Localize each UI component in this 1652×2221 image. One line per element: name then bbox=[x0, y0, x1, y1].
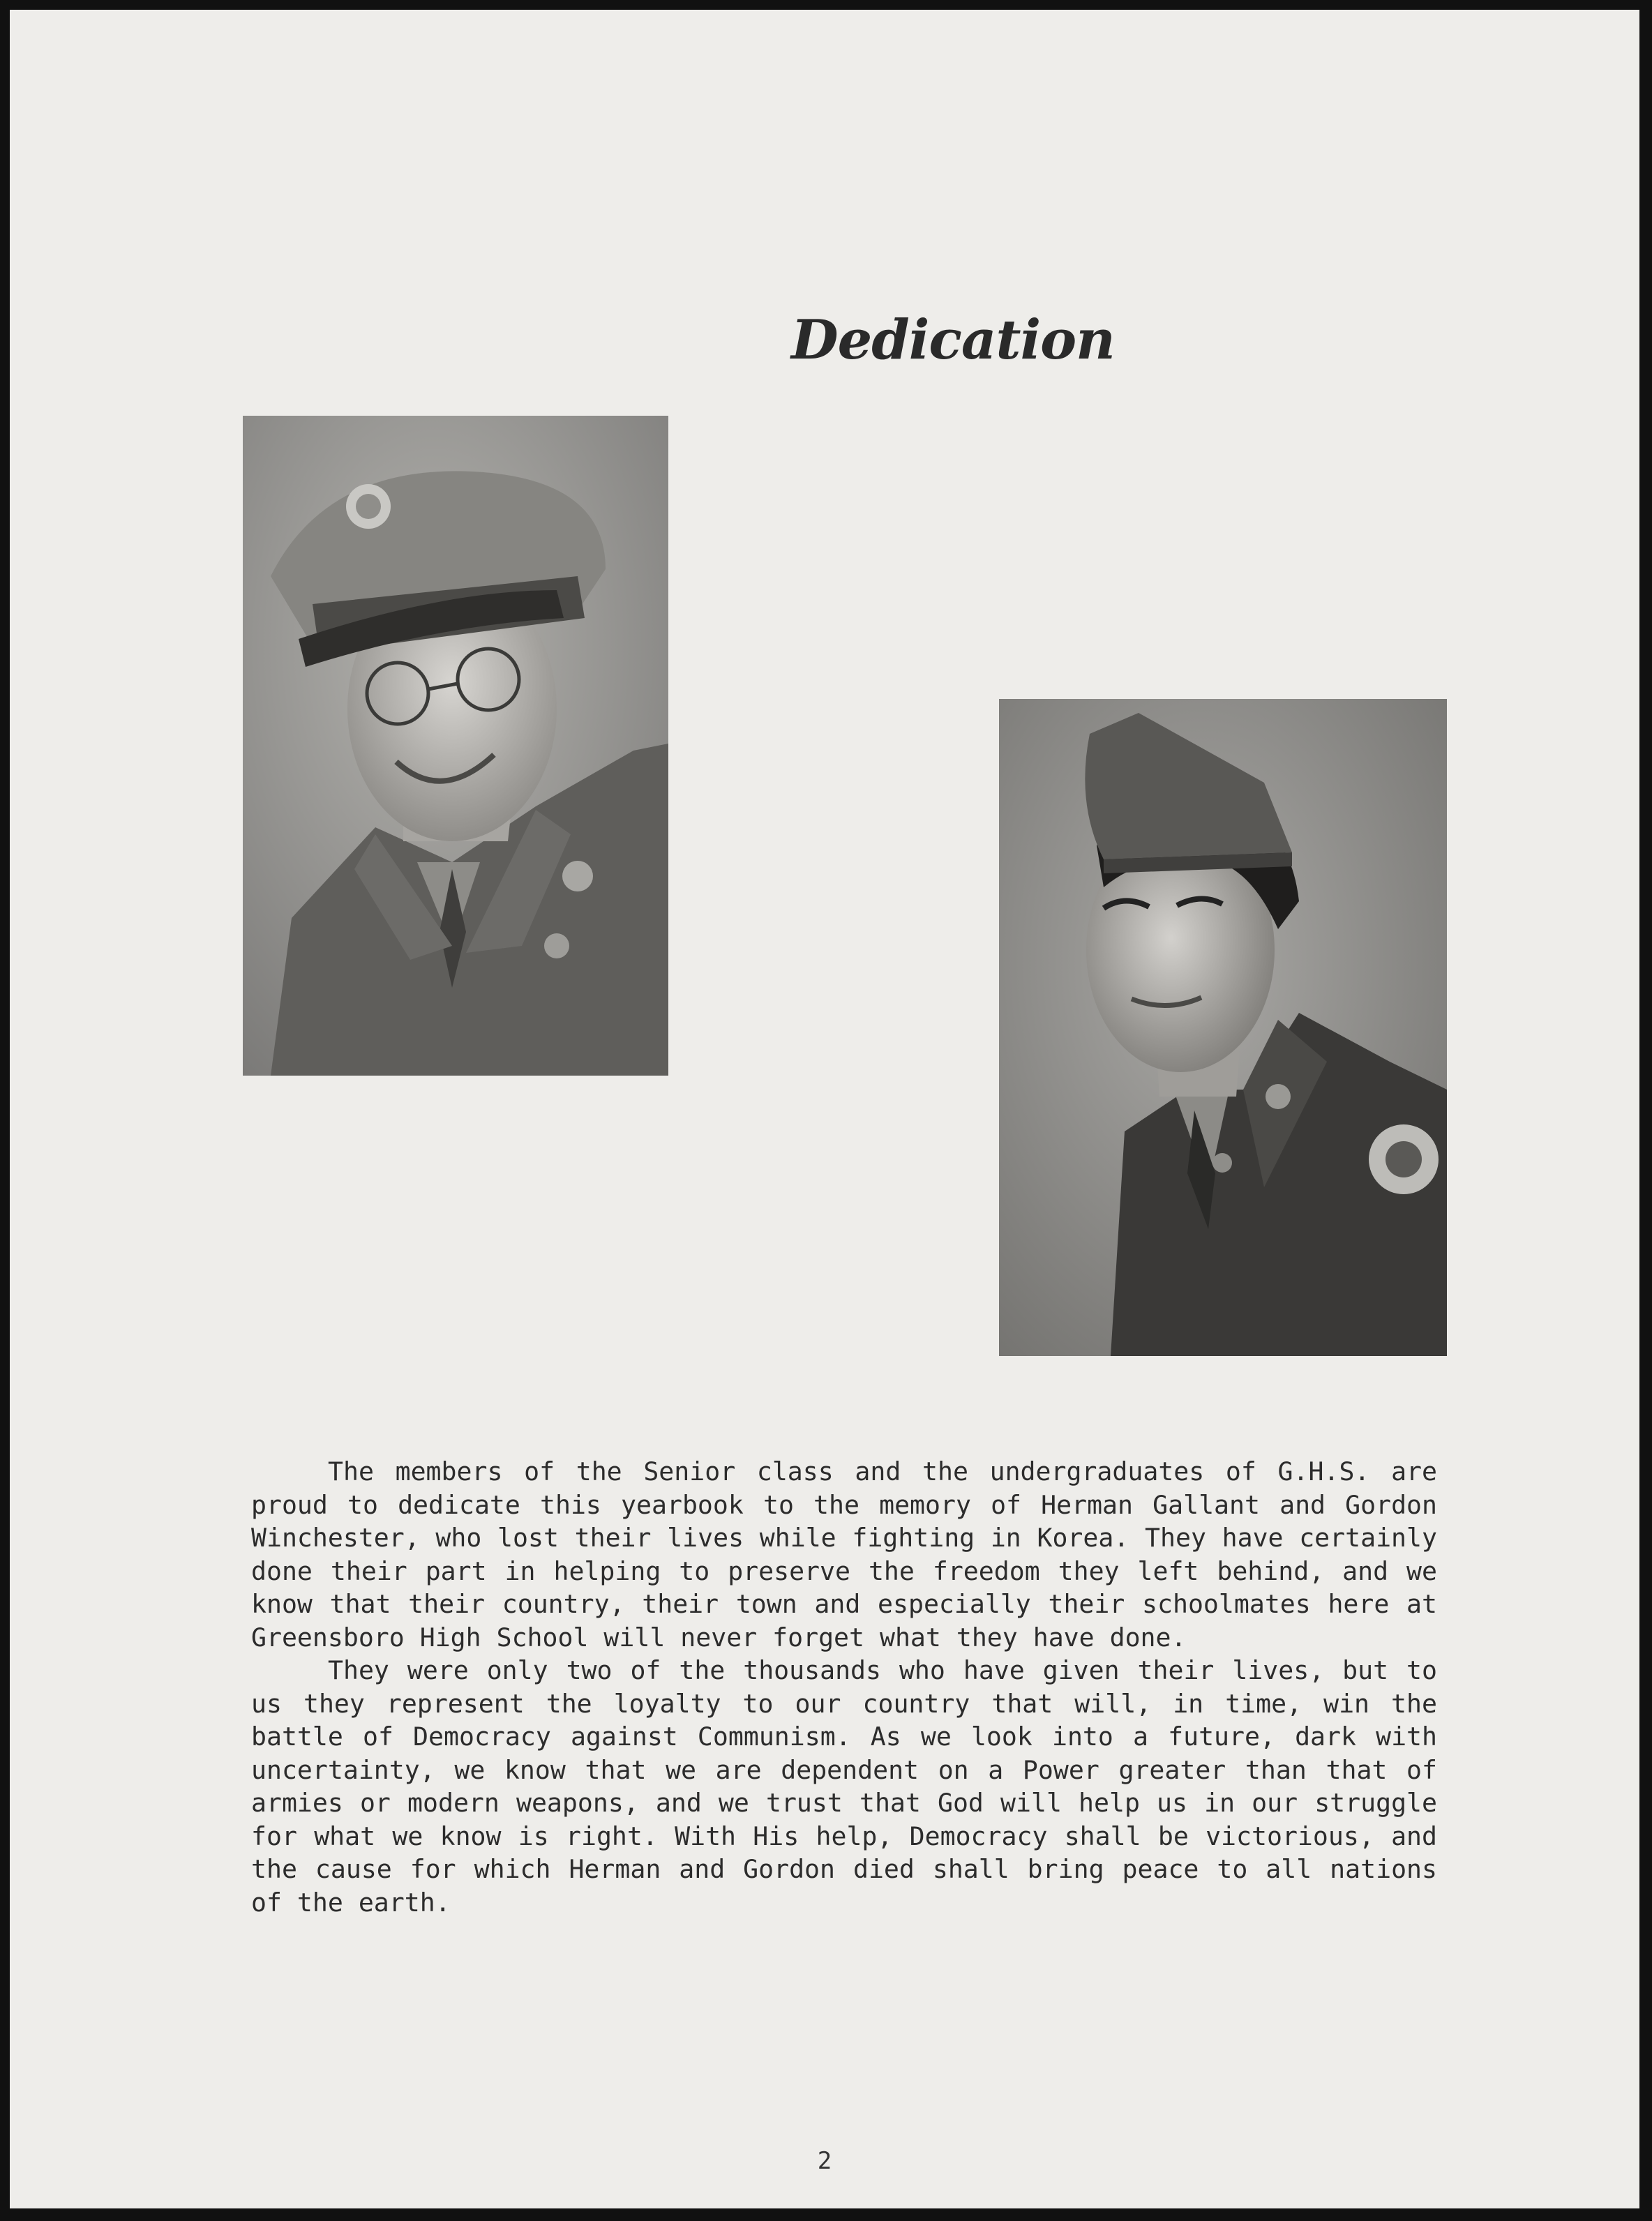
portrait-right-image bbox=[999, 699, 1447, 1356]
portrait-photo-left bbox=[243, 416, 668, 1076]
dedication-text bbox=[251, 1455, 1437, 1919]
yearbook-page bbox=[10, 10, 1639, 2208]
portrait-left-image bbox=[243, 416, 668, 1076]
dedication-paragraph-2: They were only two of the thousands who have given their lives, but to us they represent the loyalty to our country that will, in time, win the battle of Democracy against Communism. As we look into a future, dark with uncertainty, we know that we are dependent on a Power greater than that of armies or modern weapons, and we trust that God will help us in our struggle for what we know is right. With His help, Democracy shall be victorious, and the cause for which Herman and Gordon died shall bring peace to all nations of the earth. bbox=[251, 1655, 1437, 1918]
portrait-photo-right bbox=[999, 699, 1447, 1356]
page-number: 2 bbox=[817, 2147, 832, 2175]
page-title: Dedication bbox=[791, 308, 1115, 372]
dedication-paragraph-1: The members of the Senior class and the undergraduates of G.H.S. are proud to dedicate this yearbook to the memory of Herman Gallant and Gordon Winchester, who lost their lives while fighting in Korea. They have certainly done their part in helping to preserve the freedom they left behind, and we know that their country, their town and especially their schoolmates here at Greensboro High School will never forget what they have done. bbox=[251, 1456, 1437, 1652]
